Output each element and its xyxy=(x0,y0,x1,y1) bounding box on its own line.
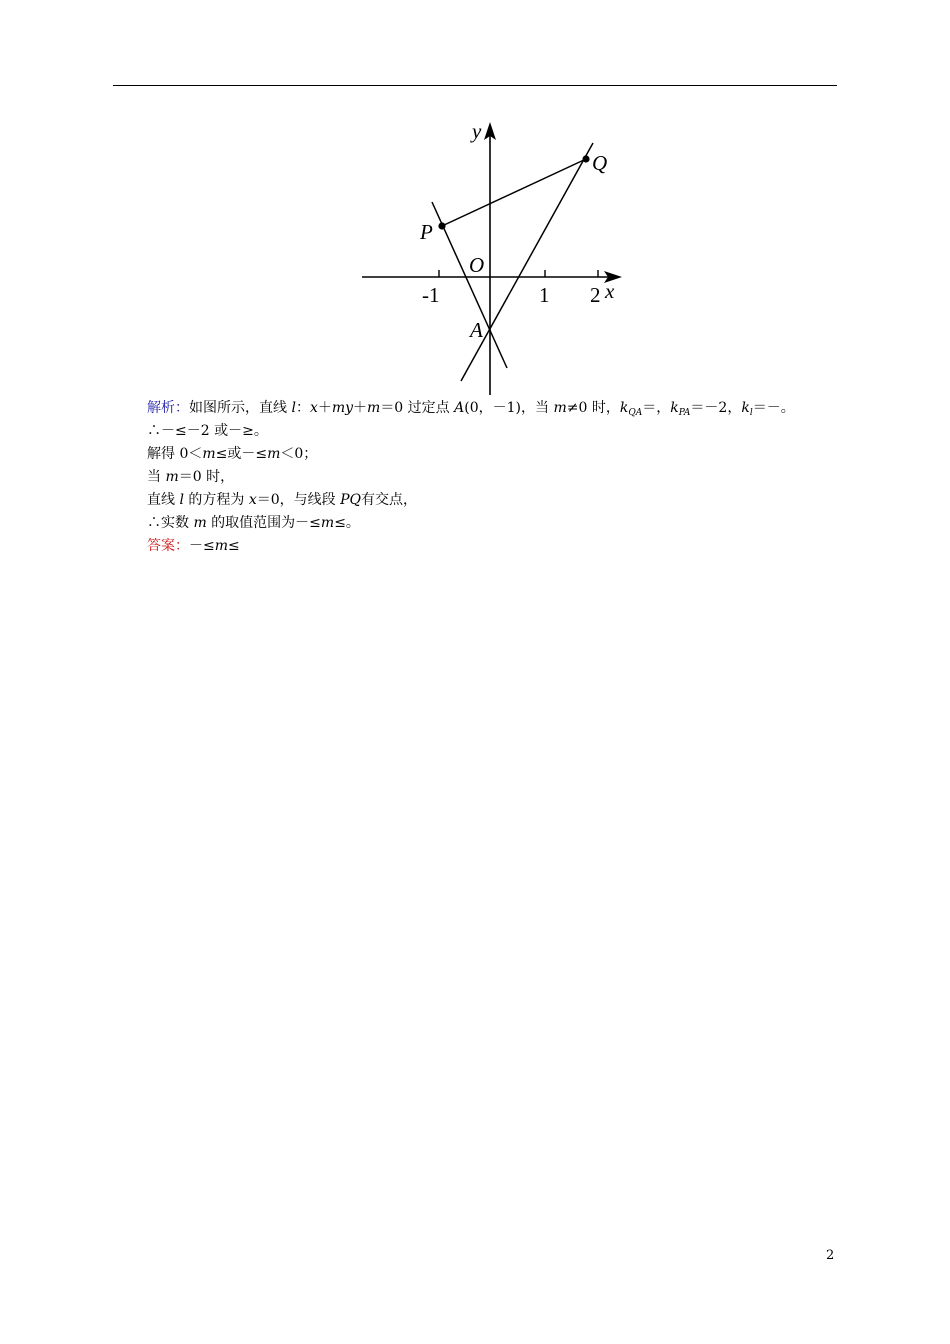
var-m: m xyxy=(214,538,229,554)
text: ＝－。 xyxy=(752,400,795,416)
var-m: m xyxy=(202,446,216,462)
point-q-dot xyxy=(582,155,589,162)
text: ＝－2， xyxy=(690,400,742,416)
tick-label-neg1: -1 xyxy=(422,283,440,307)
var-x: x xyxy=(309,400,318,416)
text: ≠0 时， xyxy=(566,400,620,416)
tick-label-1: 1 xyxy=(539,283,550,307)
point-p-label: P xyxy=(420,220,433,244)
text: 如图所示，直线 xyxy=(189,400,292,416)
solution-line-4 xyxy=(147,466,847,489)
subscript-pa: PA xyxy=(678,408,691,418)
var-k: k xyxy=(741,400,750,416)
solution-label: 解析： xyxy=(147,400,189,416)
header-rule xyxy=(113,85,837,86)
subscript-qa: QA xyxy=(628,408,643,418)
x-axis-label: x xyxy=(605,279,615,303)
subscript-l: l xyxy=(749,408,753,418)
text: ＝， xyxy=(642,400,671,416)
var-A: A xyxy=(454,400,465,416)
var-m: m xyxy=(267,446,281,462)
point-p-dot xyxy=(438,222,445,229)
var-m: m xyxy=(320,515,335,531)
var-x: x xyxy=(248,492,257,508)
solution-line-5 xyxy=(147,489,847,512)
var-m: m xyxy=(553,400,567,416)
solution-line-1 xyxy=(147,397,847,420)
text: ≤。 xyxy=(334,515,360,531)
text: ＝0，与线段 xyxy=(256,492,341,508)
var-l: l xyxy=(179,492,184,508)
answer-label: 答案： xyxy=(147,538,189,554)
text: ＜0； xyxy=(280,446,318,462)
answer-line xyxy=(147,535,847,558)
text: ＋ xyxy=(353,400,368,416)
page-number: 2 xyxy=(826,1248,835,1263)
text: 有交点， xyxy=(361,492,418,508)
text: ＋ xyxy=(317,400,332,416)
text: ＝0 时， xyxy=(178,469,235,485)
var-l: l xyxy=(291,400,296,416)
y-axis-label: y xyxy=(472,119,482,143)
solution-line-6 xyxy=(147,512,847,535)
solution-line-2: ∴－≤－2 或－≥。 xyxy=(147,423,268,439)
origin-label: O xyxy=(469,253,485,277)
point-a-label: A xyxy=(470,318,483,342)
text: 解得 0＜ xyxy=(147,446,203,462)
point-q-label: Q xyxy=(592,151,608,175)
var-k: k xyxy=(619,400,629,416)
solution-block xyxy=(147,397,847,558)
var-m: m xyxy=(367,400,381,416)
segment-pq xyxy=(442,159,586,226)
text: ＝0 过定点 xyxy=(380,400,455,416)
solution-line-3 xyxy=(147,443,847,466)
text: 的方程为 xyxy=(183,492,249,508)
var-k: k xyxy=(670,400,679,416)
text: ≤ xyxy=(228,538,240,554)
text: ≤或－≤ xyxy=(215,446,268,462)
text: －≤ xyxy=(189,538,215,554)
text: (0，－1)，当 xyxy=(464,400,554,416)
var-m: m xyxy=(165,469,179,485)
var-my: my xyxy=(331,400,354,416)
text: ∴实数 xyxy=(147,515,194,531)
text: 直线 xyxy=(147,492,180,508)
var-pq: PQ xyxy=(340,492,362,508)
text: ： xyxy=(295,400,310,416)
text: 的取值范围为－≤ xyxy=(206,515,321,531)
text: 当 xyxy=(147,469,166,485)
coordinate-figure xyxy=(355,118,630,398)
tick-label-2: 2 xyxy=(590,283,601,307)
var-m: m xyxy=(193,515,207,531)
